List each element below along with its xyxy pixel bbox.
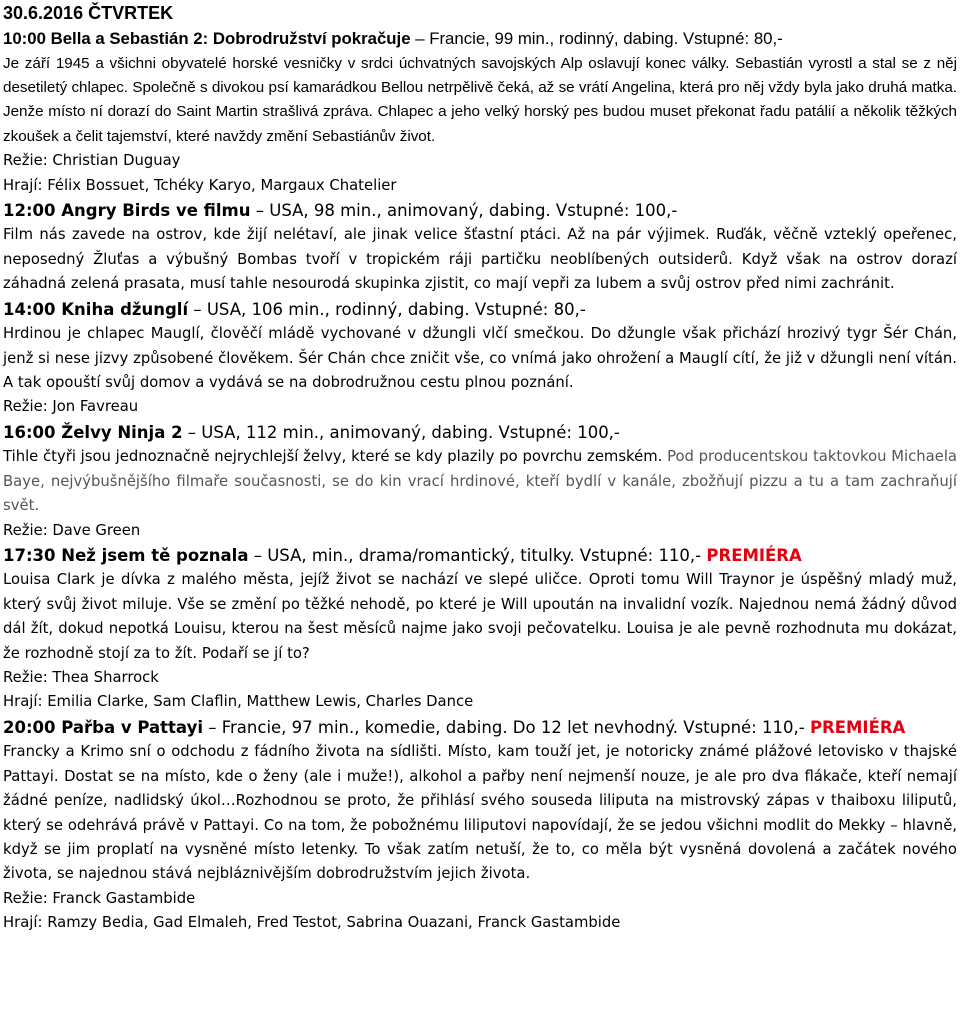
movie-description: Hrdinou je chlapec Mauglí, člověčí mládě vychované v džungli vlčí smečkou. Do džungle však přichází hrozivý tygr Šér Chán, jenž si nese jizvy způsobené člověkem. Šér Chán chce zničit vše, co vnímá jako ohrožení a Mauglí cítí, že již v džungli není vítán. A tak opouští svůj domov a vydává se na dobrodružnou cestu plnou poznání. (3, 325, 957, 391)
movie-header (3, 421, 957, 446)
movie-1 (3, 27, 957, 198)
movie-cast: Hrají: Ramzy Bedia, Gad Elmaleh, Fred Testot, Sabrina Ouazani, Franck Gastambide (3, 914, 621, 932)
movie-title: 14:00 Kniha džunglí (3, 299, 189, 319)
movie-description: Louisa Clark je dívka z malého města, jejíž život se nachází ve slepé uličce. Oproti tomu Will Traynor je úspěšný mladý muž, který svůj život miluje. Vše se změní po těžké nehodě, po které je Will upoután na invalidní vozík. Najednou nemá žádný důvod dál žít, dokud nepotká Louisu, kterou na šest měsíců najme jako svoji pečovatelku. Louisa je ale pevně rozhodnuta mu dokázat, že rozhodně stojí za to žít. Podaří se jí to? (3, 571, 957, 662)
movie-director: Režie: Christian Duguay (3, 152, 181, 170)
premiere-badge: PREMIÉRA (706, 545, 802, 565)
movie-director: Režie: Thea Sharrock (3, 669, 159, 687)
movie-6 (3, 716, 957, 936)
movie-cast: Hrají: Emilia Clarke, Sam Claflin, Matthew Lewis, Charles Dance (3, 693, 474, 711)
movie-title: 20:00 Pařba v Pattayi (3, 717, 203, 737)
movie-cast: Hrají: Félix Bossuet, Tchéky Karyo, Margaux Chatelier (3, 176, 397, 194)
movie-header (3, 544, 957, 569)
movie-info: – USA, 106 min., rodinný, dabing. Vstupné: 80,- (188, 299, 586, 319)
movie-4 (3, 421, 957, 543)
movie-description: Je září 1945 a všichni obyvatelé horské vesničky v srdci úchvatných savojských Alp oslavují konec války. Sebastián vyrostl a stal se z něj desetiletý chlapec. Společně s divokou psí kamarádkou Bellou netrpělivě čeká, až se vrátí Angelina, která pro něj vždy byla jako druhá matka. Jenže místo ní dorazí do Saint Martin strašlivá zpráva. Chlapec a jeho velký horský pes budou muset překonat řadu patálií a několik těžkých zkoušek a čelit tajemství, které navždy změní Sebastiánův život. (3, 54, 957, 145)
movie-title: 17:30 Než jsem tě poznala (3, 545, 249, 565)
movie-header (3, 199, 957, 224)
movie-3 (3, 298, 957, 420)
movie-info: – Francie, 97 min., komedie, dabing. Do 12 let nevhodný. Vstupné: 110,- (202, 717, 810, 737)
movie-description: Tihle čtyři jsou jednoznačně nejrychlejší želvy, které se kdy plazily po povrchu zemském. (3, 448, 668, 466)
movie-title: 12:00 Angry Birds ve filmu (3, 200, 251, 220)
movie-info: – Francie, 99 min., rodinný, dabing. Vstupné: 80,- (410, 29, 783, 48)
movie-title: 10:00 Bella a Sebastián 2: Dobrodružství pokračuje (3, 29, 411, 48)
movie-description-block (3, 445, 957, 518)
movie-2 (3, 199, 957, 297)
movie-info: – USA, min., drama/romantický, titulky. Vstupné: 110,- (248, 545, 707, 565)
movie-description: Film nás zavede na ostrov, kde žijí nelétaví, ale jinak velice šťastní ptáci. Až na pár výjimek. Ruďák, věčně vzteklý opeřenec, neposedný Žluťas a výbušný Bombas tvoří v tropickém ráji partičku neoblíbených outsiderů. Když však na ostrov dorazí záhadná zelená prasata, musí tahle nesourodá skupinka zjistit, co mají vepři za lubem a svůj ostrov před nimi zachránit. (3, 226, 957, 293)
movie-director: Režie: Dave Green (3, 521, 141, 539)
movie-description-extra: Pod producentskou taktovkou Michaela Baye, nejvýbušnějšího filmaře současnosti, se do kin vrací hrdinové, kteří bydlí v kanále, zbožňují pizzu a tu a tam zachraňují svět. (3, 448, 958, 515)
movie-info: – USA, 112 min., animovaný, dabing. Vstupné: 100,- (182, 422, 620, 442)
movie-director: Režie: Franck Gastambide (3, 889, 196, 907)
premiere-badge: PREMIÉRA (809, 717, 906, 737)
movie-info: – USA, 98 min., animovaný, dabing. Vstupné: 100,- (250, 200, 678, 220)
movie-header (3, 27, 957, 52)
movie-header (3, 716, 957, 741)
program-date: 30.6.2016 ČTVRTEK (3, 3, 174, 23)
movie-title: 16:00 Želvy Ninja 2 (3, 422, 183, 442)
movie-5 (3, 544, 957, 715)
movie-header (3, 298, 957, 323)
movie-description: Francky a Krimo sní o odchodu z fádního života na sídlišti. Místo, kam touží jet, je notoricky známé plážové letovisko v thajské Pattayi. Dostat se na místo, kde o ženy (ale i muže!), alkohol a pařby není nejmenší nouze, je ale pro dva flákače, kteří nemají žádné peníze, nadlidský úkol…Rozhodnou se proto, že přihlásí svého souseda liliputa na mistrovský zápas v thaiboxu liliputů, který se odehrává právě v Pattayi. Co na tom, že pobožnému liliputovi napovídají, že se jedou všichni modlit do Mekky – hlavně, když se jim proplatí na vysněné místo letenky. To však zatím netuší, že to, co měla být vysněná dovolená a začátek nového života, se najednou stává nejbláznivějším dobrodružstvím jejich života. (3, 743, 957, 883)
movie-director: Režie: Jon Favreau (3, 398, 139, 416)
